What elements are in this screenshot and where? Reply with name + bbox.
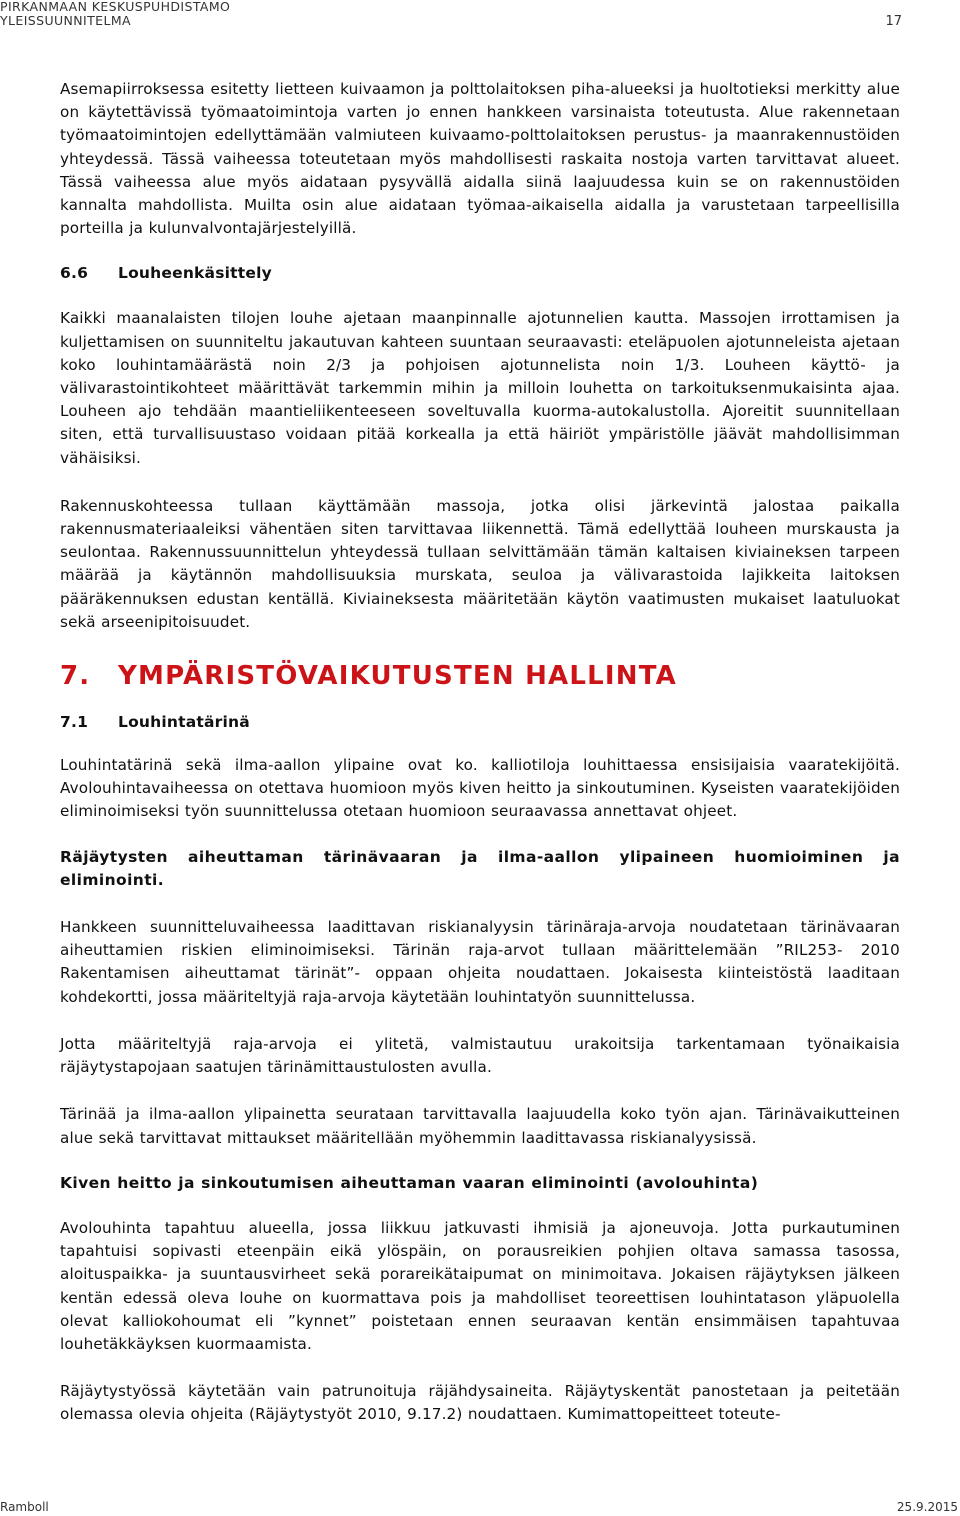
chapter-title: YMPÄRISTÖVAIKUTUSTEN HALLINTA [118, 661, 677, 692]
section-heading-7-1 [60, 711, 900, 734]
header-organization: PIRKANMAAN KESKUSPUHDISTAMO [0, 0, 231, 14]
chapter-number: 7. [60, 661, 91, 692]
paragraph-explosives: Räjäytystyössä käytetään vain patrunoituja räjähdysaineita. Räjäytyskentät panostetaan ja peitetään olemassa olevia ohjeita (Räjäytystyöt 2010, 9.17.2) noudattaen. Kumimattopeitteet toteute- [60, 1382, 900, 1424]
paragraph-risk-analysis: Hankkeen suunnitteluvaiheessa laadittavan riskianalyysin tärinäraja-arvoja noudatetaan tärinävaaran aiheuttamien riskien eliminoimiseksi. Tärinän raja-arvot tullaan määrittelemään ”RIL253- 2010 Rakentamisen aiheuttamat tärinät”- oppaan ohjeita noudattaen. Jokaisesta kiinteistöstä laaditaan kohdekortti, jossa määriteltyjä raja-arvoja käytetään louhintatyön suunnittelussa. [60, 918, 900, 1006]
paragraph-worksite-area: Asemapiirroksessa esitetty lietteen kuivaamon ja polttolaitoksen piha-alueeksi ja huoltotieksi merkitty alue on käytettävissä työmaatoimintoja varten jo ennen hankkeen varsinaista toteutusta. Alue rakennetaan työmaatoimintojen edellyttämään valmiuteen kuivaamo-polttolaitoksen perustus- ja maanrakennustöiden yhteydessä. Tässä vaiheessa toteutetaan myös mahdollisesti raskaita nostoja varten tarvittavat alueet. Tässä vaiheessa alue myös aidataan pysyvällä aidalla siinä laajuudessa kuin se on rakennustöiden kannalta mahdollista. Muilta osin alue aidataan työmaa-aikaisella aidalla ja varustetaan tarpeellisilla porteilla ja kulunvalvontajärjestelyillä. [60, 80, 900, 238]
section-title: Louheenkäsittely [118, 264, 272, 283]
paragraph-open-blasting: Avolouhinta tapahtuu alueella, jossa liikkuu jatkuvasti ihmisiä ja ajoneuvoja. Jotta purkautuminen tapahtuisi sopivasti eteenpäin eikä ylöspäin, on porausreikien pohjien oltava samassa tasossa, aloituspaikka- ja suuntausvirheet sekä porareikätaipumat on minimoitava. Jokaisen räjäytyksen jälkeen kentän edessä oleva louhe on kuormattava pois ja mahdolliset teoreettisen louhintatason yläpuolella olevat kalliokohoumat eli ”kynnet” poistetaan ennen seuraavan kentän ensimmäisen tapahtuvaa louhetäkkäyksen kuormaamista. [60, 1218, 900, 1353]
bold-heading-vibration-hazard: Räjäytysten aiheuttaman tärinävaaran ja ilma-aallon ylipaineen huomioiminen ja eliminointi. [60, 847, 900, 889]
chapter-heading-7 [60, 659, 900, 693]
paragraph-monitoring: Tärinää ja ilma-aallon ylipainetta seurataan tarvittavalla laajuudella koko työn ajan. Tärinävaikutteinen alue sekä tarvittavat mittaukset määritellään myöhemmin laadittavassa riskianalyysissä. [60, 1105, 900, 1147]
section-title: Louhintatärinä [118, 713, 250, 732]
paragraph-limit-values: Jotta määriteltyjä raja-arvoja ei ylitetä, valmistautuu urakoitsija tarkentamaan työnaikaisia räjäytystapojaan saatujen tärinämittaustulosten avulla. [60, 1034, 900, 1077]
document-body [60, 78, 900, 1427]
section-number: 7.1 [60, 713, 89, 732]
footer-company: Ramboll [0, 1500, 49, 1514]
header-document-title: YLEISSUUNNITELMA [0, 13, 131, 28]
page-header [0, 0, 960, 40]
bold-heading-rock-throw: Kiven heitto ja sinkoutumisen aiheuttaman vaaran eliminointi (avolouhinta) [60, 1173, 759, 1192]
footer-date: 25.9.2015 [896, 1500, 958, 1514]
section-number: 6.6 [60, 264, 89, 283]
paragraph-rock-handling: Kaikki maanalaisten tilojen louhe ajetaan maanpinnalle ajotunnelien kautta. Massojen irrottamisen ja kuljettamisen on suunniteltu jakautuvan kahteen suuntaan seuraavasti: eteläpuolen ajotunneleista ajetaan koko louhintamäärästä noin 2/3 ja pohjoisen ajotunnelista noin 1/3. Louheen käyttö- ja välivarastointikohteet määrittävät tarkemmin mihin ja milloin louhetta on tarkoituksenmukaisinta ajaa. Louheen ajo tehdään maantieliikenteeseen soveltuvalla kuorma-autokalustolla. Ajoreitit suunnitellaan siten, että turvallisuustaso voidaan pitää korkealla ja että häiriöt ympäristölle jäävät mahdollisimman vähäisiksi. [60, 309, 900, 467]
page-number: 17 [885, 14, 902, 29]
paragraph-blasting-vibration: Louhintatärinä sekä ilma-aallon ylipaine ovat ko. kalliotiloja louhittaessa ensisijaisia vaaratekijöitä. Avolouhintavaiheessa on otettava huomioon myös kiven heitto ja sinkoutuminen. Kyseisten vaaratekijöiden eliminoimiseksi työn suunnittelussa otetaan huomioon seuraavassa annettavat ohjeet. [60, 756, 900, 821]
paragraph-crushing: Rakennuskohteessa tullaan käyttämään massoja, jotka olisi järkevintä jalostaa paikalla rakennusmateriaaleiksi vähentäen siten tarvittavaa liikennettä. Tämä edellyttää louheen murskausta ja seulontaa. Rakennussuunnittelun yhteydessä tullaan selvittämään tämän kaltaisen kiviaineksen tarpeen määrää ja käytännön mahdollisuuksia murskata, seuloa ja välivarastoida lajikkeita laitoksen pääräkennuksen edustan kentällä. Kiviaineksesta määritetään käytön vaatimusten mukaiset laatuluokat sekä arseenipitoisuudet. [60, 496, 900, 631]
section-heading-6-6 [60, 262, 900, 285]
